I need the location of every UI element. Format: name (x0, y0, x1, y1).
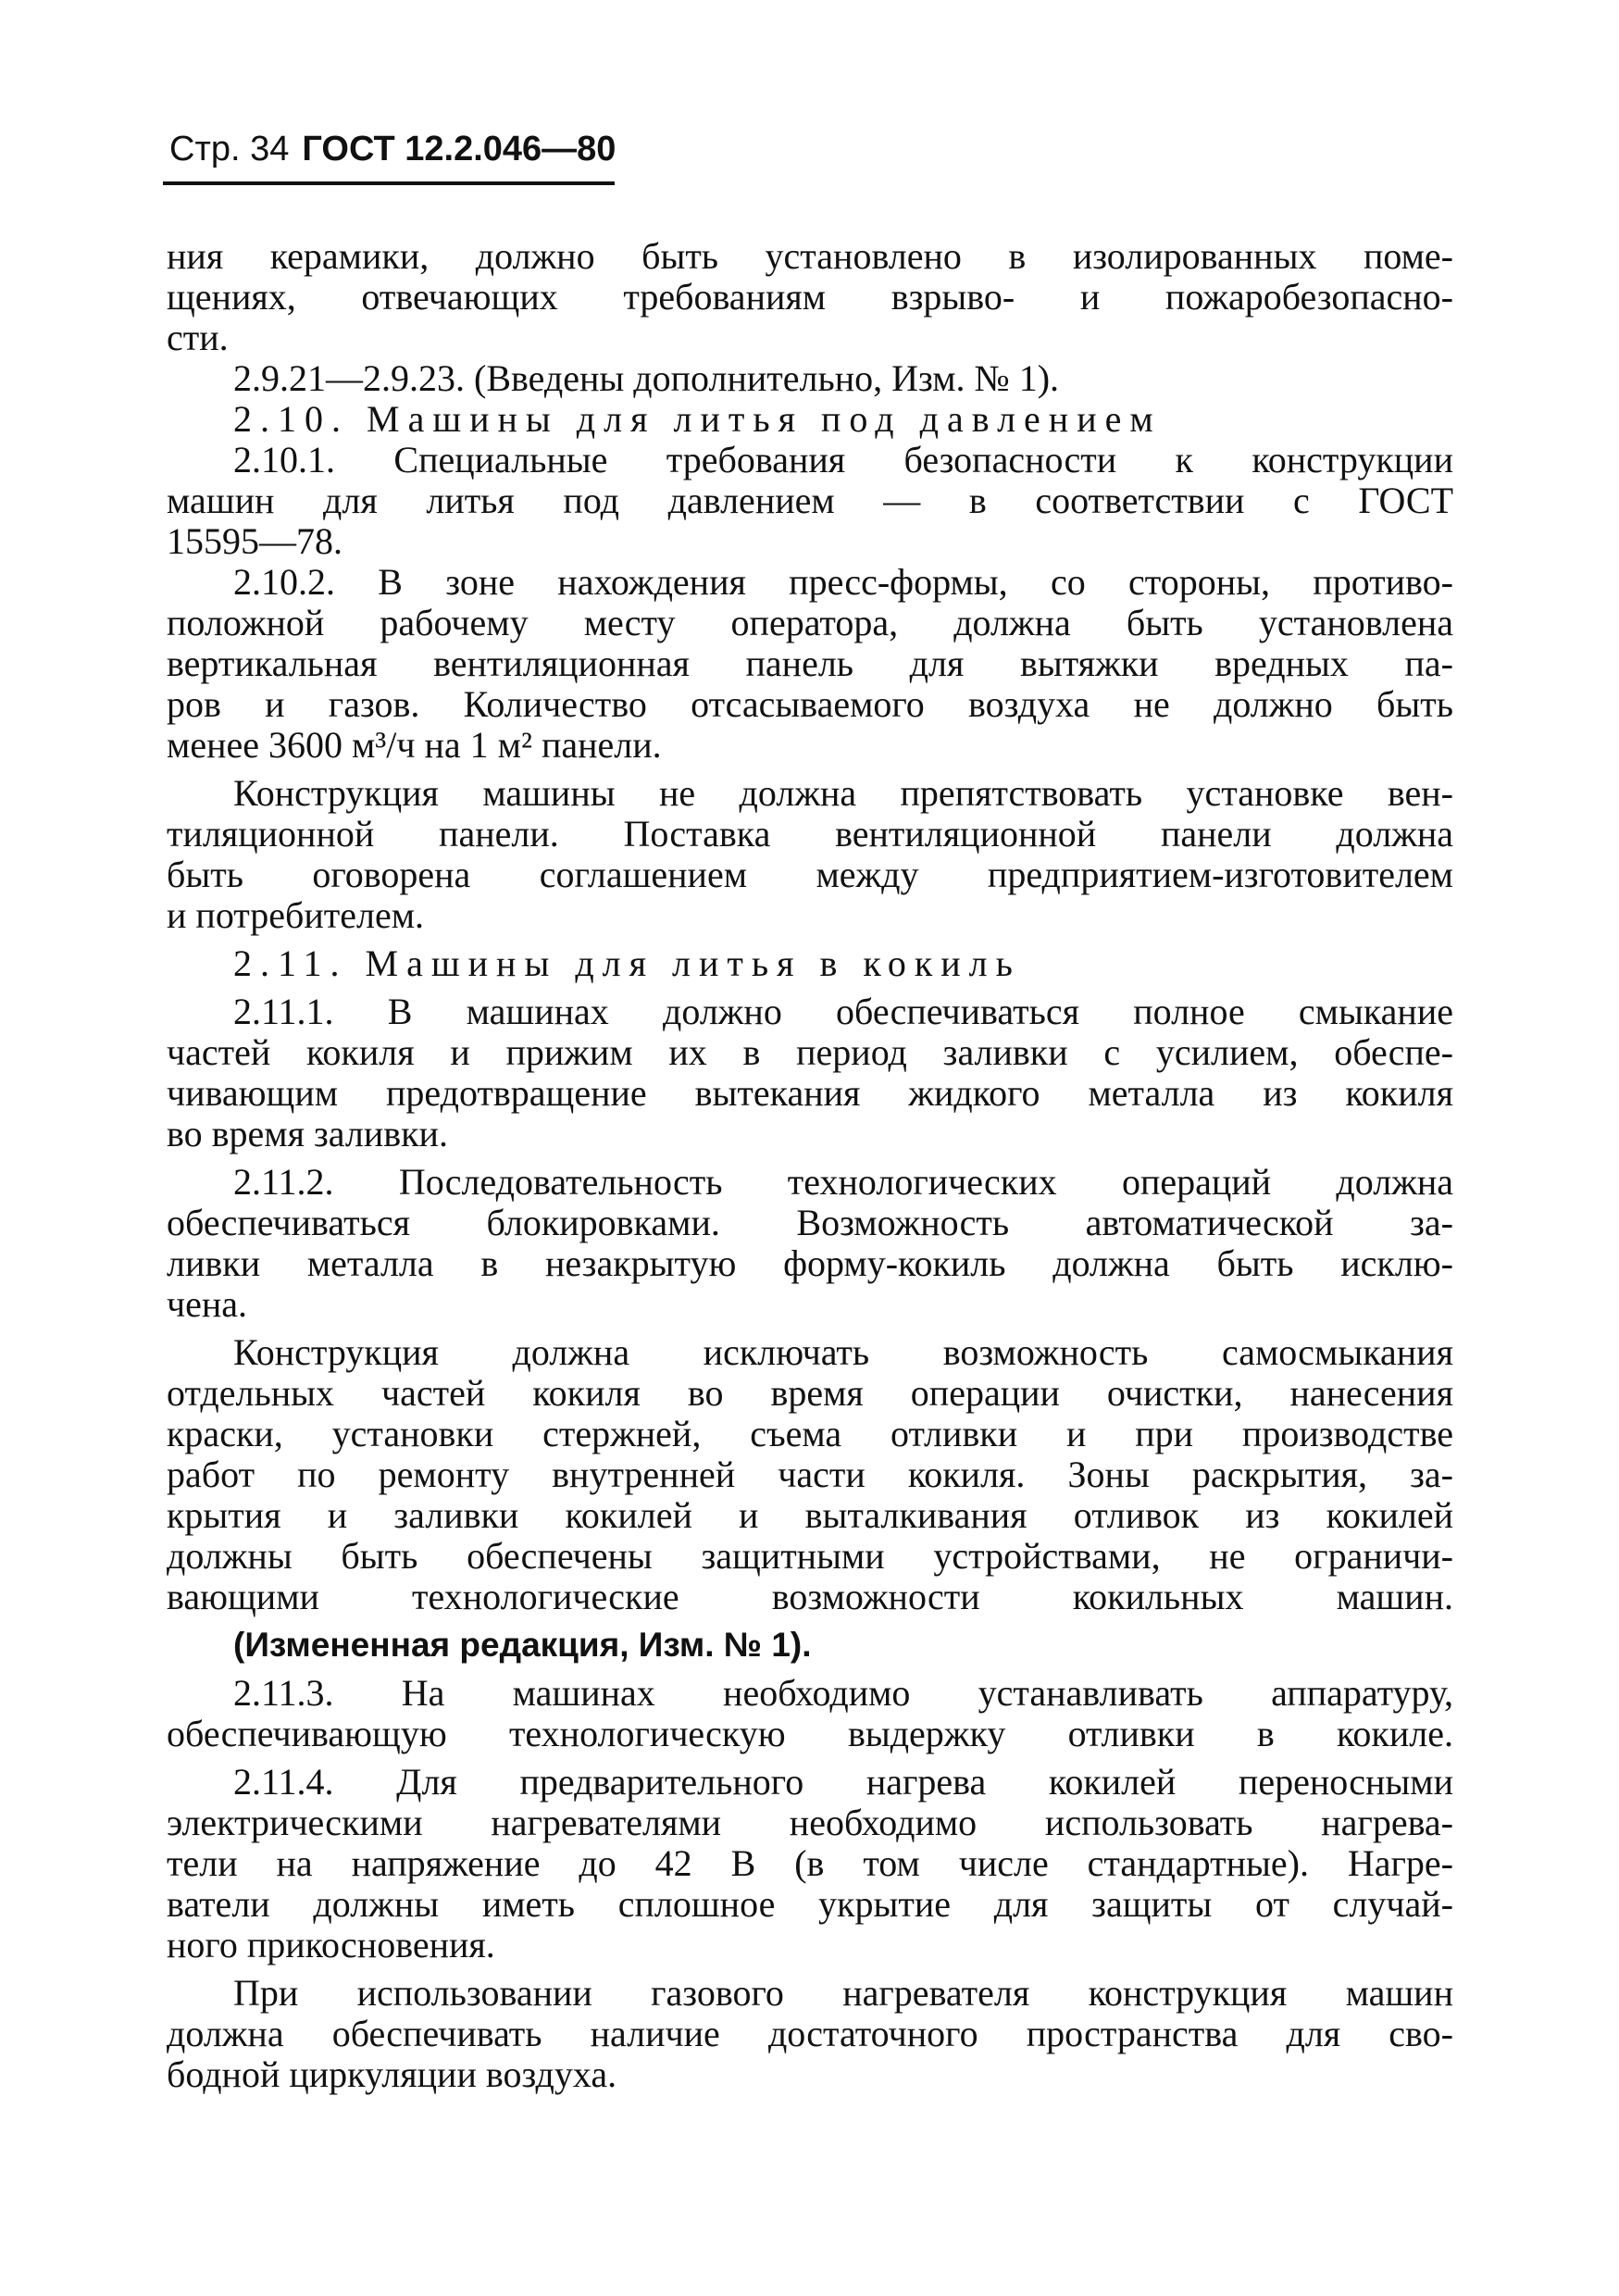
text-line: краски, установки стержней, съема отливки и при производстве (167, 1414, 1453, 1454)
text-line: быть оговорена соглашением между предприятием-изготовителем (167, 855, 1453, 895)
text-line: работ по ремонту внутренней части кокиля. Зоны раскрытия, за- (167, 1454, 1453, 1495)
text-line: 2.10.1. Специальные требования безопасности к конструкции (233, 440, 1453, 480)
text-line: 2.11.4. Для предварительного нагрева кокилей переносными (233, 1762, 1453, 1803)
text-line: отдельных частей кокиля во время операции очистки, нанесения (167, 1373, 1453, 1414)
text-line: чена. (167, 1284, 248, 1325)
text-line: чивающим предотвращение вытекания жидкого металла из кокиля (167, 1073, 1453, 1114)
text-line: сти. (167, 318, 229, 358)
header-rule (163, 181, 615, 185)
text-line: 15595—78. (167, 521, 342, 562)
page-number: Стр. 34 (169, 130, 290, 168)
text-line: щениях, отвечающих требованиям взрыво- и пожаробезопасно- (167, 277, 1453, 318)
text-line: должна обеспечивать наличие достаточного пространства для сво- (167, 2014, 1453, 2054)
text-line: Конструкция машины не должна препятствовать установке вен- (233, 773, 1453, 814)
text-line: положной рабочему месту оператора, должна быть установлена (167, 603, 1453, 643)
text-line: ного прикосновения. (167, 1925, 495, 1965)
text-line: крытия и заливки кокилей и выталкивания отливок из кокилей (167, 1495, 1453, 1536)
text-line: обеспечивающую технологическую выдержку отливки в кокиле. (167, 1714, 1453, 1754)
text-line: ливки металла в незакрытую форму-кокиль должна быть исклю- (167, 1243, 1453, 1284)
text-line: электрическими нагревателями необходимо использовать нагрева- (167, 1803, 1453, 1843)
text-line: должны быть обеспечены защитными устройствами, не ограничи- (167, 1536, 1453, 1577)
text-line: (Измененная редакция, Изм. № 1). (233, 1626, 812, 1664)
text-line: тиляционной панели. Поставка вентиляционной панели должна (167, 814, 1453, 855)
text-line: 2.11.2. Последовательность технологических операций должна (233, 1162, 1453, 1203)
text-line: во время заливки. (167, 1114, 448, 1154)
text-line: Конструкция должна исключать возможность самосмыкания (233, 1332, 1453, 1373)
text-line: 2.10. Машины для литья под давлением (233, 399, 1162, 440)
text-line: ватели должны иметь сплошное укрытие для защиты от случай- (167, 1884, 1453, 1925)
page-header (169, 130, 616, 169)
text-line: вертикальная вентиляционная панель для вытяжки вредных па- (167, 643, 1453, 684)
text-line: 2.9.21—2.9.23. (Введены дополнительно, Изм. № 1). (233, 358, 1060, 399)
text-line: 2.10.2. В зоне нахождения пресс-формы, со стороны, противо- (233, 562, 1453, 603)
text-line: тели на напряжение до 42 В (в том числе стандартные). Нагре- (167, 1843, 1453, 1884)
text-line: При использовании газового нагревателя конструкция машин (233, 1973, 1453, 2014)
text-line: 2.11.3. На машинах необходимо устанавливать аппаратуру, (233, 1673, 1453, 1714)
text-line: ров и газов. Количество отсасываемого воздуха не должно быть (167, 684, 1453, 725)
body-text (167, 236, 1453, 2095)
text-line: вающими технологические возможности кокильных машин. (167, 1577, 1453, 1617)
text-line: обеспечиваться блокировками. Возможность автоматической за- (167, 1203, 1453, 1243)
text-line: менее 3600 м³/ч на 1 м² панели. (167, 725, 662, 766)
text-line: бодной циркуляции воздуха. (167, 2054, 617, 2095)
text-line: и потребителем. (167, 895, 425, 936)
text-line: машин для литья под давлением — в соответствии с ГОСТ (167, 480, 1453, 521)
standard-designation: ГОСТ 12.2.046—80 (302, 130, 616, 168)
text-line: ния керамики, должно быть установлено в изолированных поме- (167, 236, 1453, 277)
text-line: частей кокиля и прижим их в период заливки с усилием, обеспе- (167, 1032, 1453, 1073)
text-line: 2.11.1. В машинах должно обеспечиваться полное смыкание (233, 992, 1453, 1032)
text-line: 2.11. Машины для литья в кокиль (233, 943, 1021, 984)
